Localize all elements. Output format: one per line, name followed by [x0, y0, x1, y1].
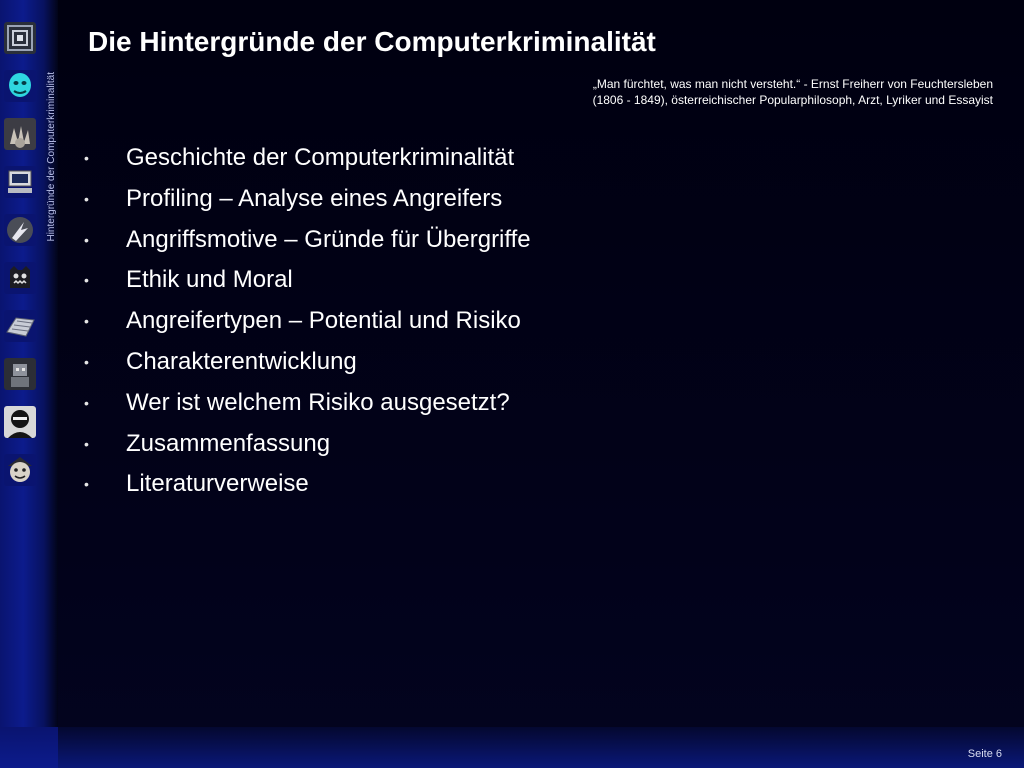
bullet-text: Angreifertypen – Potential und Risiko: [126, 307, 521, 335]
bullet-text: Zusammenfassung: [126, 429, 331, 457]
hand-icon: [4, 118, 36, 150]
bottom-bar-corner: [0, 727, 58, 768]
masked-person-icon: [4, 406, 36, 438]
page-number: Seite 6: [967, 748, 1002, 760]
sidebar-label: Hintergründe der Computerkriminalität: [46, 72, 57, 242]
bullet-icon: •: [84, 272, 89, 289]
quote: [593, 76, 993, 108]
globe-spark-icon: [4, 214, 36, 246]
bullet-icon: •: [84, 394, 89, 411]
clown-icon: [4, 454, 36, 486]
monster-icon: [4, 262, 36, 294]
circuit-icon: [4, 22, 36, 54]
bullet-icon: •: [84, 435, 89, 452]
bullet-icon: •: [84, 150, 89, 166]
sidebar: [0, 0, 58, 768]
bottom-bar: [58, 727, 1024, 768]
keyboard-icon: [4, 310, 36, 342]
bullet-icon: •: [84, 231, 89, 248]
bullet-text: Geschichte der Computerkriminalität: [126, 144, 515, 171]
bullet-text: Ethik und Moral: [126, 266, 293, 294]
bullet-icon: •: [84, 190, 89, 207]
bullet-text: Literaturverweise: [126, 470, 309, 498]
slide-title: Die Hintergründe der Computerkriminalität: [88, 26, 656, 57]
bullet-text: Charakterentwicklung: [126, 347, 357, 375]
bullet-text: Profiling – Analyse eines Angreifers: [126, 184, 503, 212]
bullet-icon: •: [84, 476, 89, 493]
bullet-icon: •: [84, 353, 89, 370]
computer-icon: [4, 166, 36, 198]
quote-line: „Man fürchtet, was man nicht versteht.“ - Ernst Freiherr von Feuchtersleben: [592, 77, 993, 91]
bullet-text: Wer ist welchem Risiko ausgesetzt?: [126, 388, 510, 416]
robot-icon: [4, 358, 36, 390]
quote-line: (1806 - 1849), österreichischer Popularphilosoph, Arzt, Lyriker und Essayist: [592, 93, 993, 107]
bullet-text: Angriffsmotive – Gründe für Übergriffe: [126, 225, 531, 253]
bullet-icon: •: [84, 313, 89, 330]
cyan-face-icon: [4, 70, 36, 102]
